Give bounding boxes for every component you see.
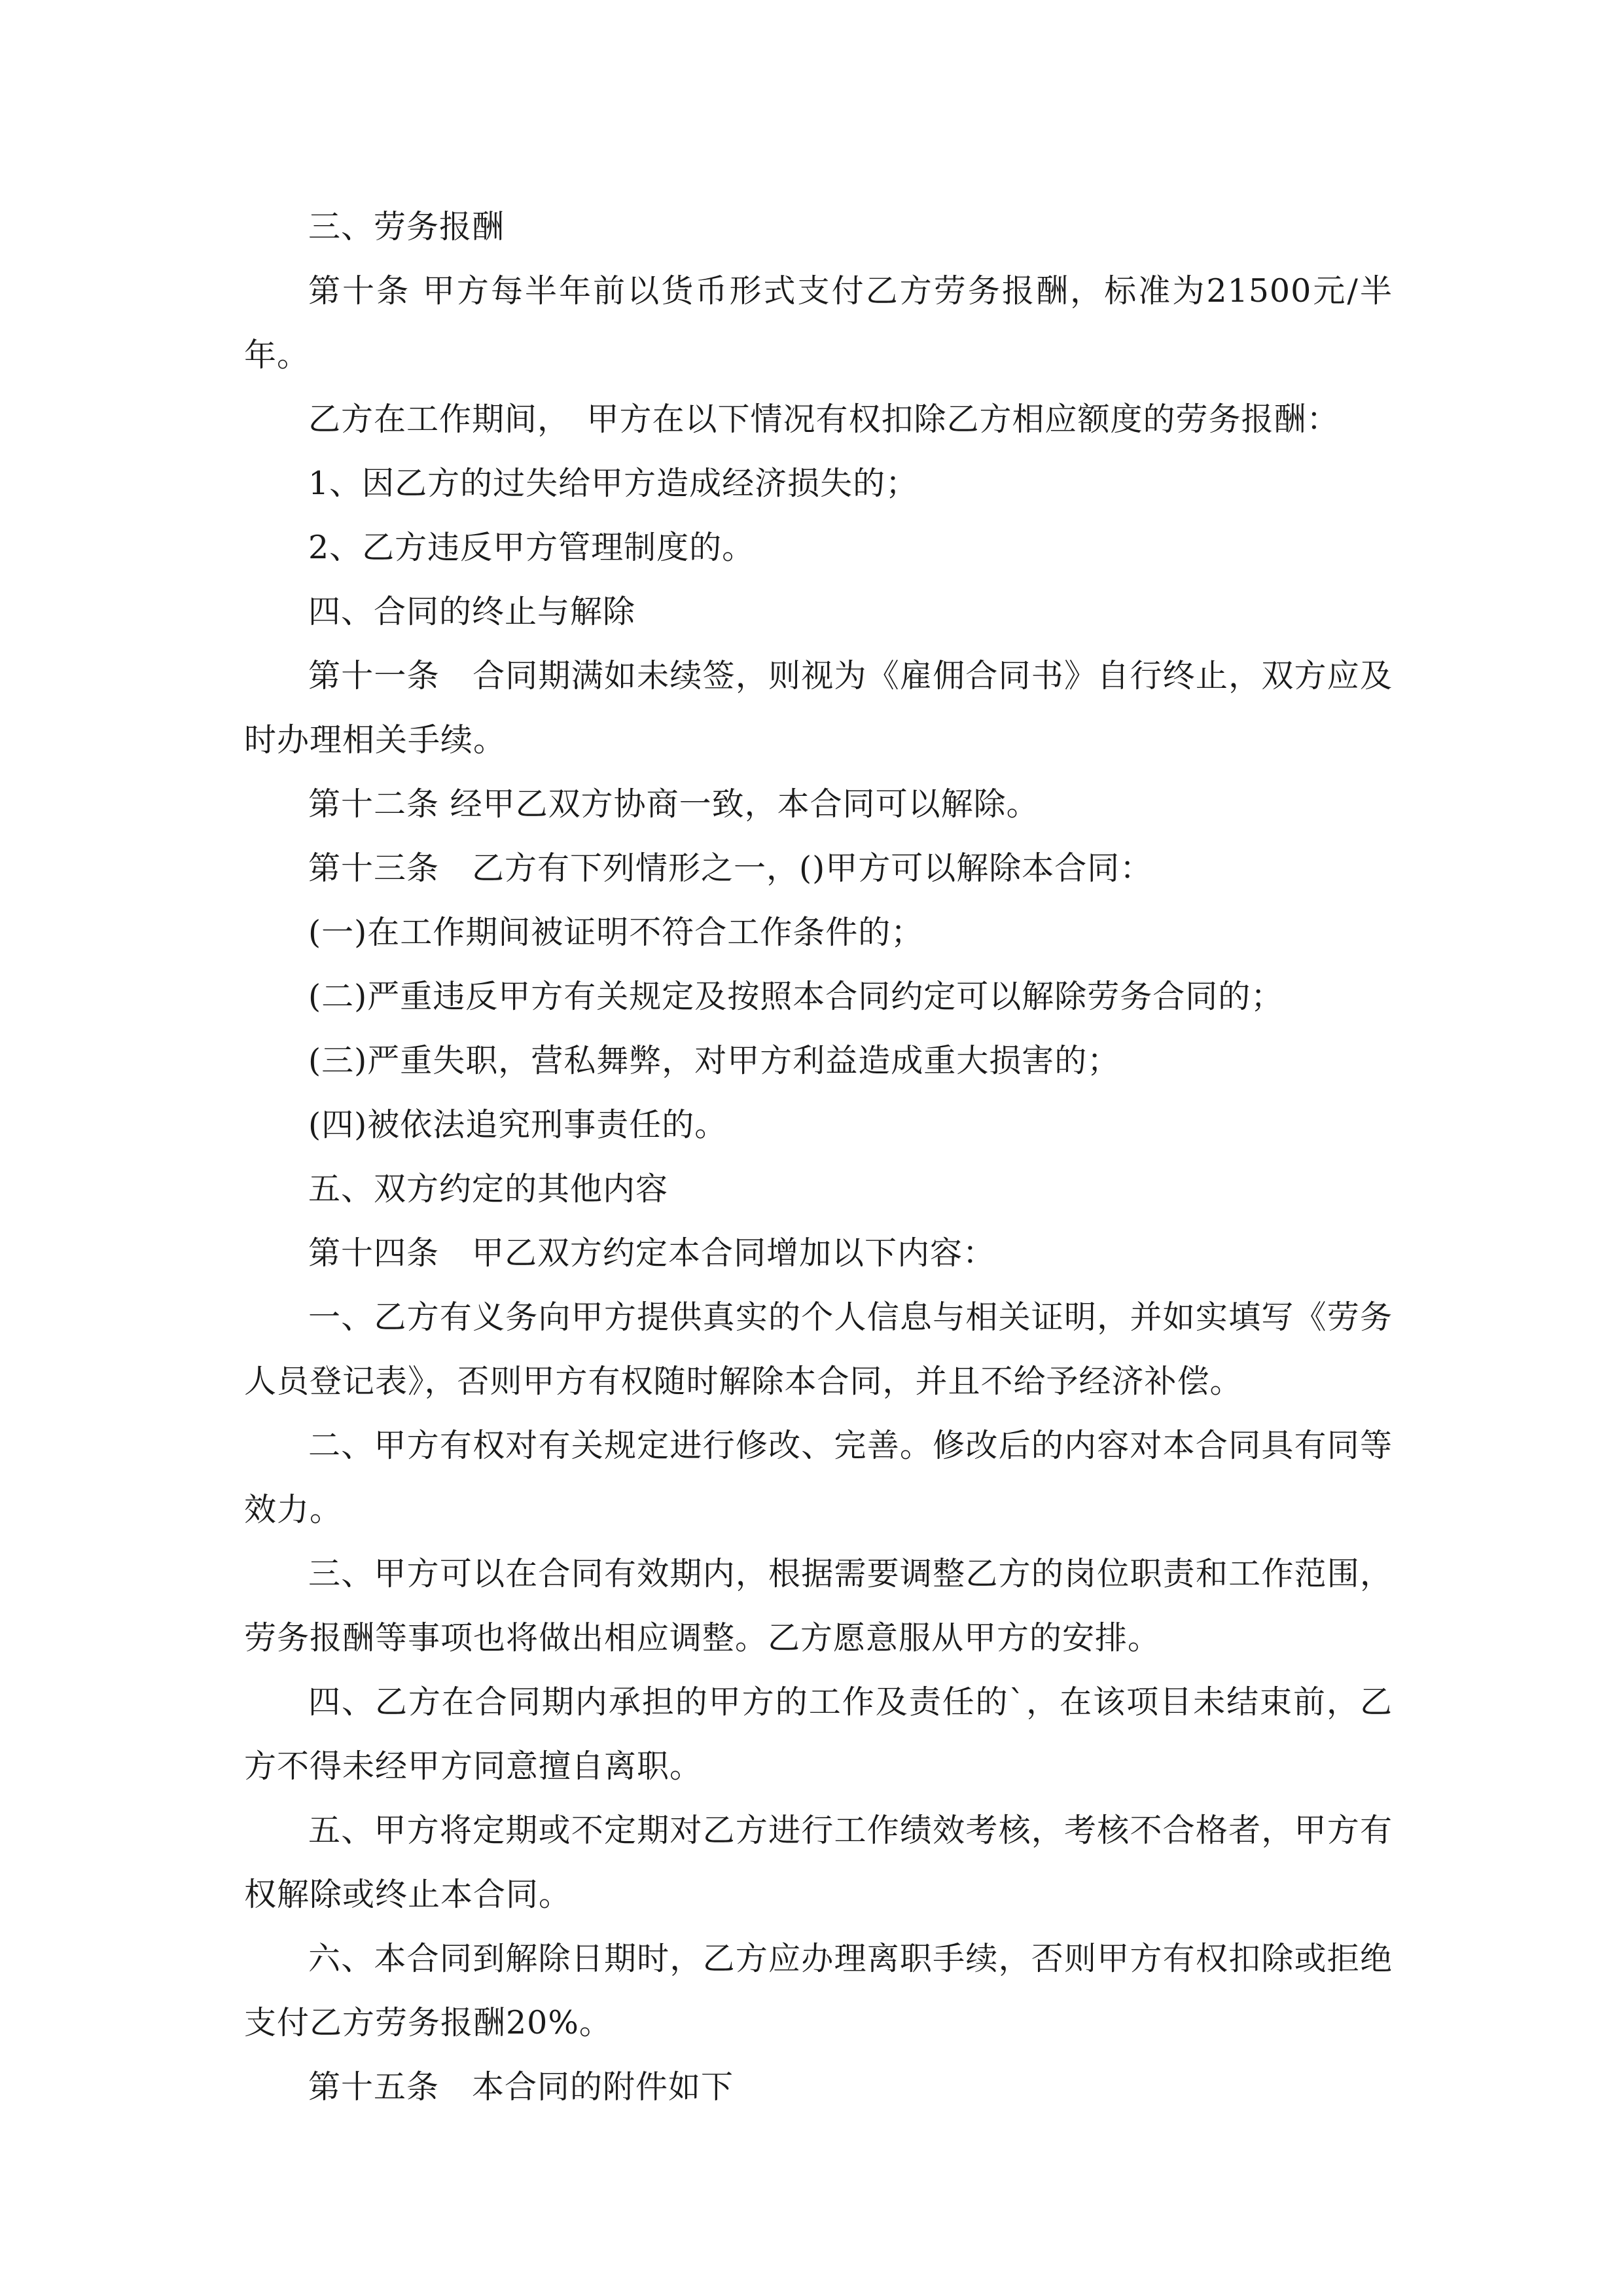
agreement-item-2: 二、甲方有权对有关规定进行修改、完善。修改后的内容对本合同具有同等效力。 xyxy=(244,1427,1393,1528)
list-item-2: 2、乙方违反甲方管理制度的。 xyxy=(308,529,755,566)
clause-item-1: (一)在工作期间被证明不符合工作条件的； xyxy=(308,914,924,951)
section-heading-remuneration: 三、劳务报酬 xyxy=(308,208,505,245)
article-14: 第十四条 甲乙双方约定本合同增加以下内容： xyxy=(308,1234,996,1272)
article-11: 第十一条 合同期满如未续签，则视为《雇佣合同书》自行终止，双方应及时办理相关手续。 xyxy=(244,657,1393,759)
agreement-item-6: 六、本合同到解除日期时，乙方应办理离职手续，否则甲方有权扣除或拒绝支付乙方劳务报酬20%。 xyxy=(244,1940,1393,2041)
article-15: 第十五条 本合同的附件如下 xyxy=(308,2068,734,2106)
list-item-1: 1、因乙方的过失给甲方造成经济损失的； xyxy=(308,465,919,502)
agreement-item-1: 一、乙方有义务向甲方提供真实的个人信息与相关证明，并如实填写《劳务人员登记表》，否则甲方有权随时解除本合同，并且不给予经济补偿。 xyxy=(244,1299,1393,1400)
article-10: 第十条 甲方每半年前以货币形式支付乙方劳务报酬，标准为21500元/半年。 xyxy=(244,272,1393,374)
section-heading-termination: 四、合同的终止与解除 xyxy=(308,593,636,630)
section-heading-other: 五、双方约定的其他内容 xyxy=(308,1170,669,1208)
document-body xyxy=(244,195,1393,2119)
clause-item-4: (四)被依法追究刑事责任的。 xyxy=(308,1106,728,1143)
paragraph-deduction-conditions: 乙方在工作期间， 甲方在以下情况有权扣除乙方相应额度的劳务报酬： xyxy=(308,401,1340,438)
agreement-item-4: 四、乙方在合同期内承担的甲方的工作及责任的`，在该项目未结束前，乙方不得未经甲方同意擅自离职。 xyxy=(244,1683,1393,1785)
agreement-item-3: 三、甲方可以在合同有效期内，根据需要调整乙方的岗位职责和工作范围，劳务报酬等事项也将做出相应调整。乙方愿意服从甲方的安排。 xyxy=(244,1555,1393,1657)
clause-item-3: (三)严重失职，营私舞弊，对甲方利益造成重大损害的； xyxy=(308,1042,1120,1079)
agreement-item-5: 五、甲方将定期或不定期对乙方进行工作绩效考核，考核不合格者，甲方有权解除或终止本合同。 xyxy=(244,1812,1393,1913)
clause-item-2: (二)严重违反甲方有关规定及按照本合同约定可以解除劳务合同的； xyxy=(308,978,1284,1015)
article-12: 第十二条 经甲乙双方协商一致，本合同可以解除。 xyxy=(308,785,1039,823)
article-13: 第十三条 乙方有下列情形之一，()甲方可以解除本合同： xyxy=(308,850,1153,887)
